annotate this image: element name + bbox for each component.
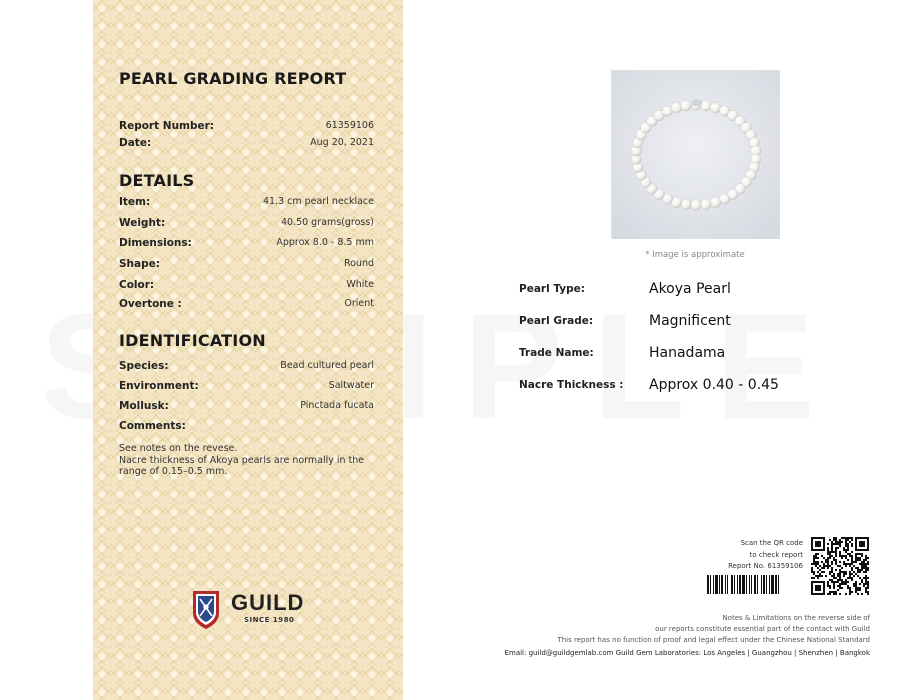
report-date-value: Aug 20, 2021 [310, 137, 374, 148]
details-row-weight [119, 217, 374, 233]
nacre-thickness-row [519, 377, 859, 397]
identification-row-environment [119, 380, 374, 396]
report-number-row [119, 120, 374, 136]
qr-instructions [690, 538, 803, 573]
identification-heading: IDENTIFICATION [119, 331, 266, 350]
details-value: White [346, 279, 374, 290]
details-value: Round [343, 258, 374, 269]
qr-report-number: Report No. 61359106 [728, 562, 803, 570]
identification-value: Saltwater [328, 380, 374, 391]
details-label: Shape: [119, 258, 160, 270]
details-label: Dimensions: [119, 237, 192, 249]
comments-text [119, 443, 369, 478]
report-number-label: Report Number: [119, 120, 215, 132]
barcode-icon [707, 575, 803, 594]
pearl-necklace-drawing [612, 71, 780, 239]
guild-wordmark: GUILD [231, 590, 305, 615]
qr-line: Scan the QR code [740, 539, 803, 547]
details-label: Item: [119, 196, 151, 208]
identification-row-mollusk [119, 400, 374, 416]
notes-line: our reports constitute essential part of the contact with Guild [655, 625, 870, 633]
pearl-type-row [519, 281, 859, 301]
comment-line: range of 0.15–0.5 mm. [119, 466, 228, 477]
details-row-dimensions [119, 237, 374, 253]
details-value: 41.3 cm pearl necklace [262, 196, 374, 207]
contact-footer: Email: guild@guildgemlab.com Guild Gem Laboratories: Los Angeles | Guangzhou | Shenzhen | Bangkok [504, 649, 870, 657]
shield-icon [191, 588, 221, 630]
identification-label: Environment: [119, 380, 199, 392]
pearl-grade-label: Pearl Grade: [519, 315, 594, 327]
notes-line: This report has no function of proof and legal effect under the Chinese National Standard [557, 636, 870, 644]
trade-name-row [519, 345, 859, 365]
trade-name-value: Hanadama [649, 345, 726, 361]
trade-name-label: Trade Name: [519, 347, 594, 359]
details-value: Approx 8.0 - 8.5 mm [276, 237, 374, 248]
identification-value: Pinctada fucata [300, 400, 374, 411]
details-row-overtone [119, 298, 374, 314]
details-heading: DETAILS [119, 171, 195, 190]
identification-value: Bead cultured pearl [280, 360, 374, 371]
pearl-type-label: Pearl Type: [519, 283, 585, 295]
comments-row [119, 420, 374, 436]
identification-label: Mollusk: [119, 400, 169, 412]
report-date-row [119, 137, 374, 153]
report-info-panel [93, 0, 403, 700]
pearl-necklace-image [611, 70, 779, 238]
notes-line: Notes & Limitations on the reverse side of [722, 614, 870, 622]
details-row-item [119, 196, 374, 212]
details-row-shape [119, 258, 374, 274]
comments-label: Comments: [119, 420, 186, 432]
guild-logo [191, 588, 311, 632]
identification-label: Species: [119, 360, 169, 372]
details-row-color [119, 279, 374, 295]
details-value: Orient [344, 298, 374, 309]
notes-limitations [520, 613, 870, 646]
nacre-thickness-value: Approx 0.40 - 0.45 [649, 377, 779, 393]
details-value: 40.50 grams(gross) [280, 217, 374, 228]
nacre-thickness-label: Nacre Thickness : [519, 379, 624, 391]
report-number-value: 61359106 [325, 120, 374, 131]
comment-line: Nacre thickness of Akoya pearls are normally in the [119, 454, 365, 466]
details-label: Weight: [119, 217, 166, 229]
qr-line: to check report [749, 550, 803, 559]
qr-code-icon[interactable] [811, 537, 869, 595]
guild-since: SINCE 1980 [244, 616, 295, 624]
details-label: Overtone : [119, 298, 182, 310]
details-label: Color: [119, 279, 155, 291]
report-date-label: Date: [119, 137, 152, 149]
pearl-type-value: Akoya Pearl [649, 281, 731, 297]
pearl-grade-row [519, 313, 859, 333]
pearl-grade-value: Magnificent [649, 313, 731, 329]
report-title: PEARL GRADING REPORT [119, 69, 347, 88]
image-approximate-note: * Image is approximate [645, 250, 745, 260]
identification-row-species [119, 360, 374, 376]
comment-line: See notes on the revese. [119, 443, 238, 454]
